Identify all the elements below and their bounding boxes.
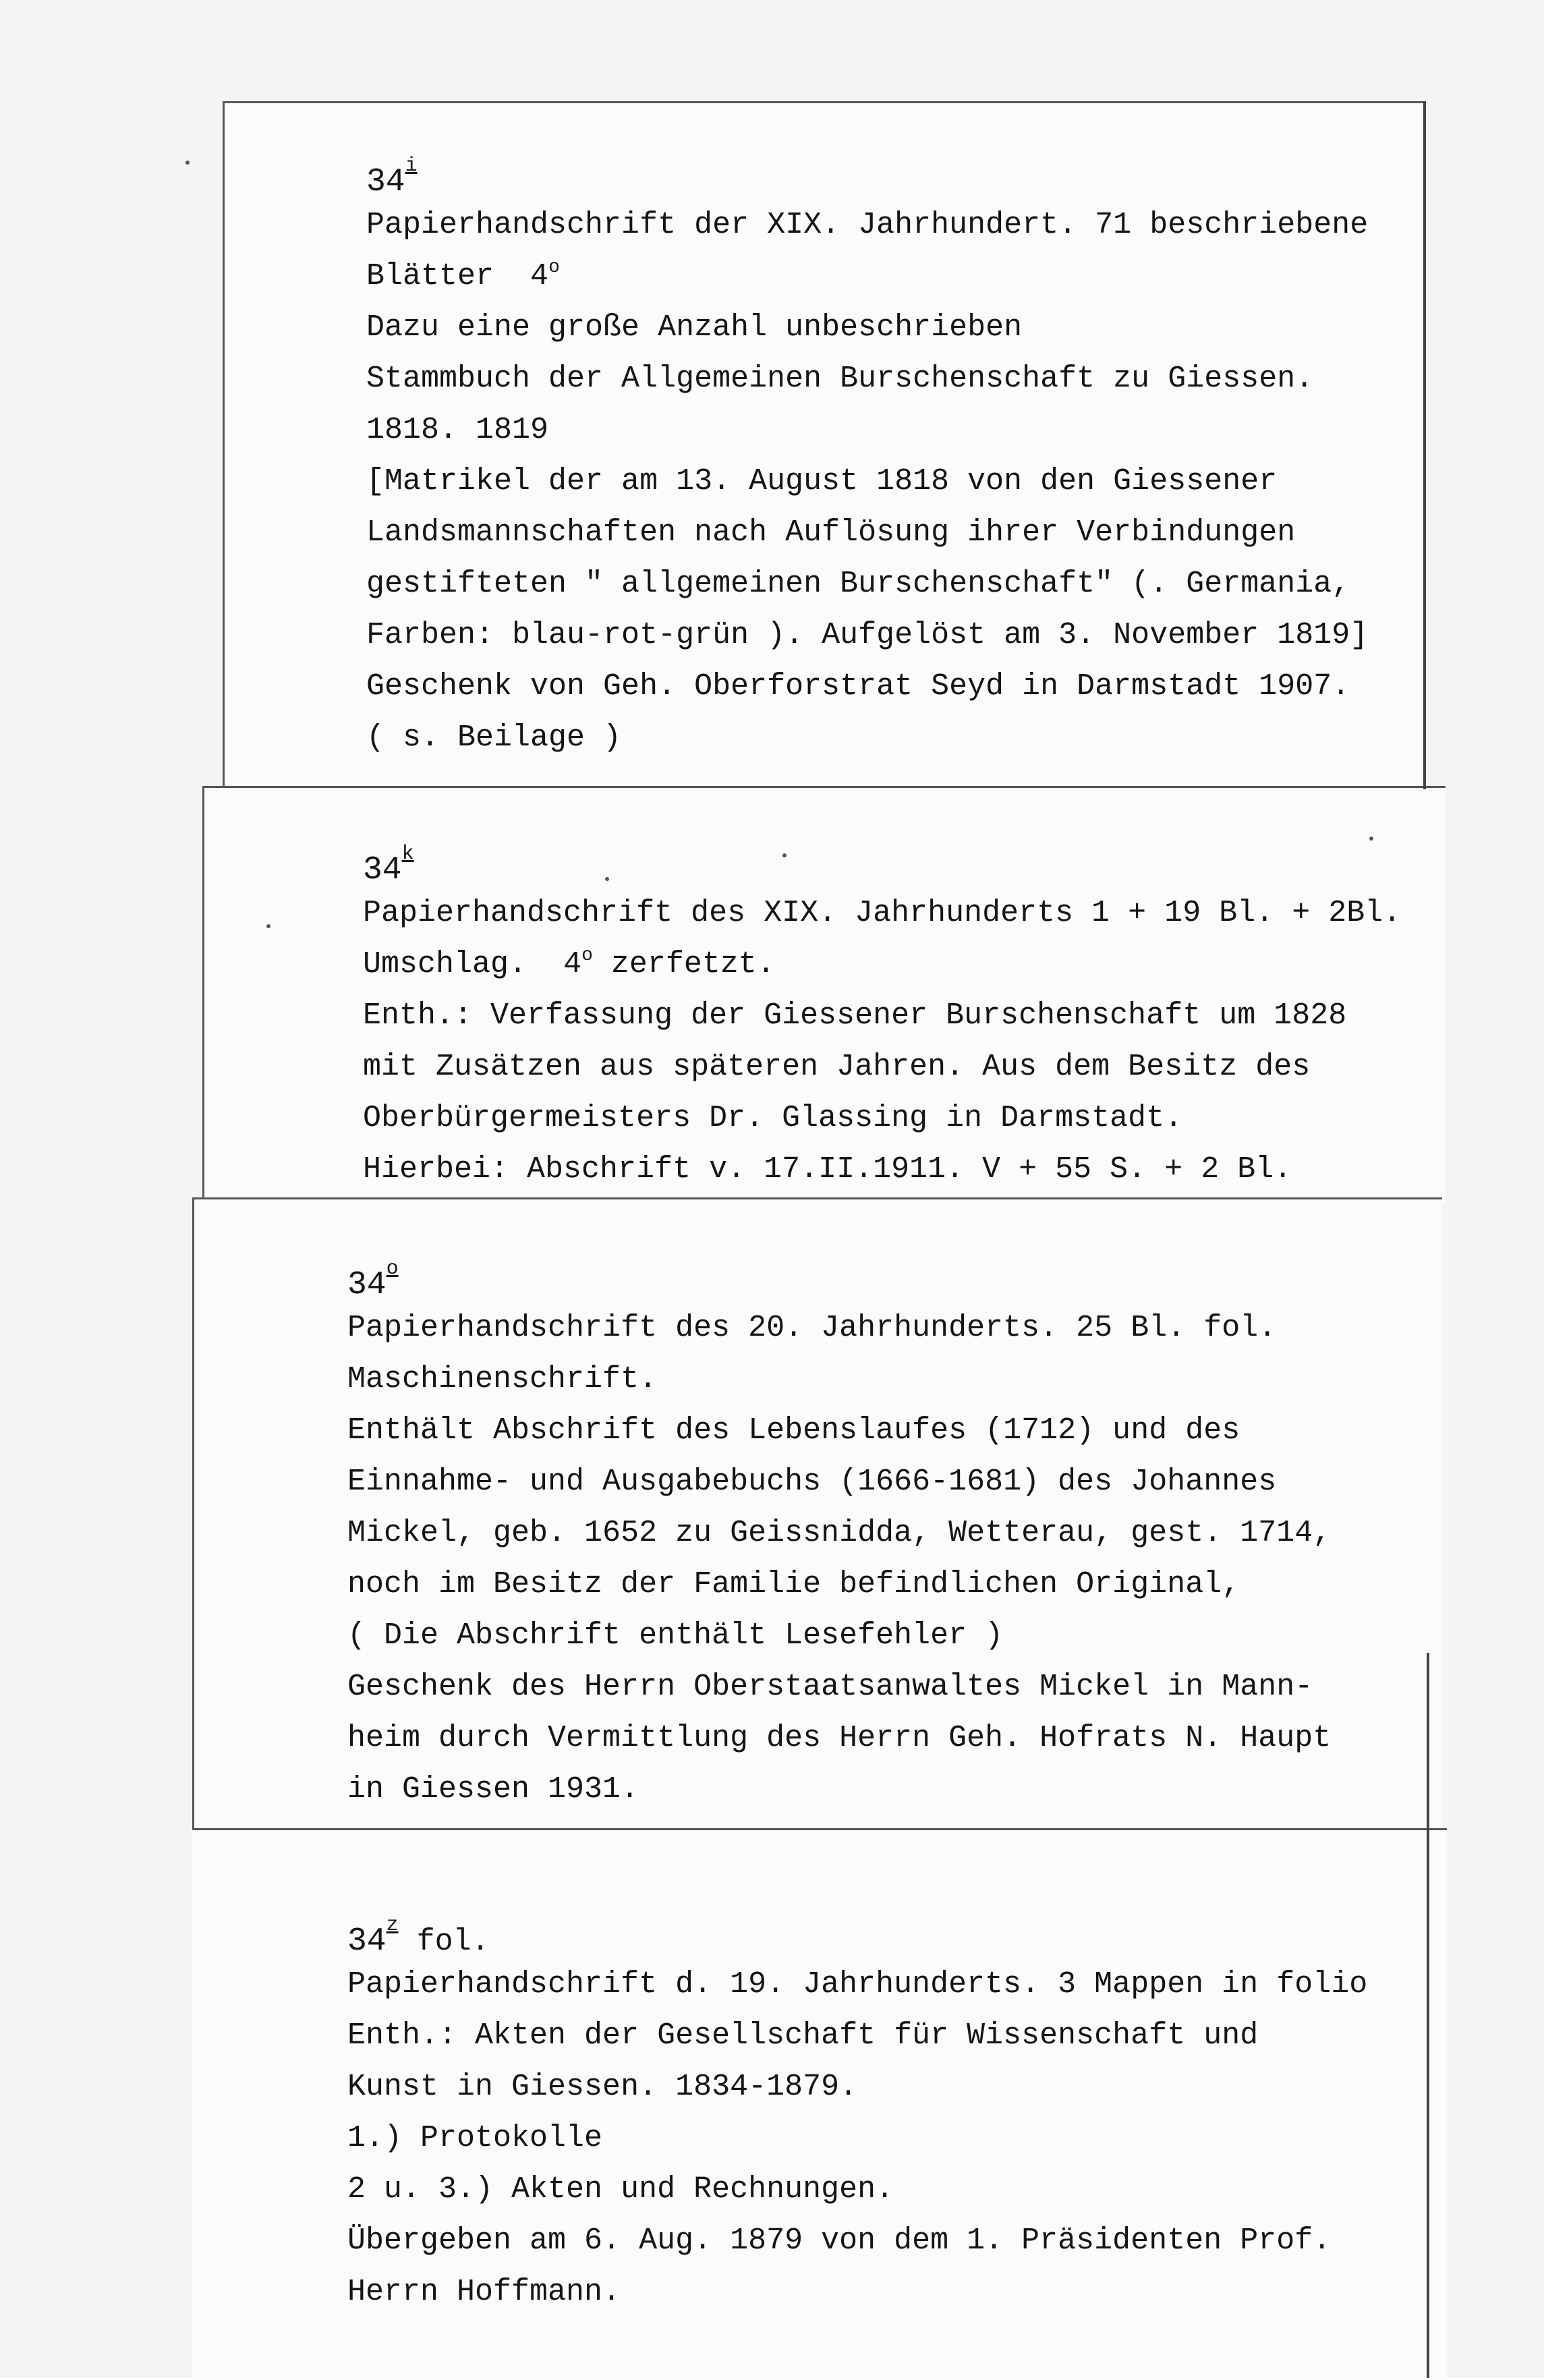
description-line: Stammbuch der Allgemeinen Burschenschaft zu Giessen. (366, 362, 1314, 396)
description-line: Papierhandschrift d. 19. Jahrhunderts. 3 Mappen in folio (347, 1967, 1368, 2002)
leaves-label: Blätter (366, 259, 494, 293)
scan-speck (782, 853, 787, 857)
description-line: Enth.: Akten der Gesellschaft für Wissenschaft und (347, 2018, 1259, 2053)
signature (347, 1908, 1367, 1959)
description-line: Papierhandschrift des XIX. Jahrhunderts 1 + 19 Bl. + 2Bl. (363, 896, 1402, 930)
description-line: Papierhandschrift des 20. Jahrhunderts. 25 Bl. fol. (347, 1311, 1277, 1345)
description-line: Mickel, geb. 1652 zu Geissnidda, Wetterau, gest. 1714, (347, 1516, 1332, 1550)
signature (366, 148, 1368, 200)
entry-34i (366, 148, 1368, 764)
signature-suffix: o (386, 1257, 399, 1280)
description-line: Maschinenschrift. (347, 1362, 658, 1396)
description-line: [Matrikel der am 13. August 1818 von den Giessener (366, 464, 1278, 499)
signature-suffix: i (405, 154, 418, 177)
entry-34z (347, 1908, 1367, 2318)
scan-speck (1369, 837, 1373, 841)
format-suffix: fol. (416, 1925, 490, 1959)
signature-number: 34 (347, 1923, 387, 1960)
description-line: Papierhandschrift der XIX. Jahrhundert. 71 beschriebene (366, 208, 1369, 242)
degree-symbol: o (581, 945, 593, 966)
description-line: ( Die Abschrift enthält Lesefehler ) (347, 1618, 1004, 1653)
signature-suffix: k (401, 843, 414, 866)
description-line: Enthält Abschrift des Lebenslaufes (1712) und des (347, 1413, 1240, 1448)
description-line: Enth.: Verfassung der Giessener Burschenschaft um 1828 (363, 998, 1347, 1033)
signature-number: 34 (347, 1267, 387, 1303)
scan-speck (185, 161, 190, 165)
card-edge (1423, 101, 1426, 789)
entry-34k (363, 837, 1401, 1195)
description-line: heim durch Vermittlung des Herrn Geh. Hofrats N. Haupt (347, 1721, 1332, 1755)
entry-34o (347, 1251, 1331, 1815)
description-line: mit Zusätzen aus späteren Jahren. Aus dem Besitz des (363, 1050, 1311, 1084)
description-line (363, 939, 1401, 990)
signature (363, 837, 1401, 888)
description-line: in Giessen 1931. (347, 1772, 639, 1807)
description-line: ( s. Beilage ) (366, 720, 622, 755)
degree-symbol: o (548, 257, 560, 278)
description-line: Geschenk des Herrn Oberstaatsanwaltes Mickel in Mann- (347, 1670, 1313, 1704)
description-line: Farben: blau-rot-grün ). Aufgelöst am 3. November 1819] (366, 618, 1369, 652)
description-line: Herrn Hoffmann. (347, 2275, 621, 2309)
description-line (366, 251, 1368, 302)
description-line: 2 u. 3.) Akten und Rechnungen. (347, 2172, 894, 2207)
card-edge (1427, 1653, 1429, 2378)
description-line: Oberbürgermeisters Dr. Glassing in Darmstadt. (363, 1101, 1183, 1135)
description-line: Übergeben am 6. Aug. 1879 von dem 1. Präsidenten Prof. (347, 2223, 1332, 2258)
description-line: Kunst in Giessen. 1834-1879. (347, 2070, 858, 2104)
cover-label: Umschlag. (363, 947, 527, 982)
scan-speck (266, 924, 270, 928)
format-value: 4 (530, 259, 549, 293)
description-line: 1.) Protokolle (347, 2121, 603, 2155)
signature (347, 1251, 1331, 1303)
description-line: gestifteten " allgemeinen Burschenschaft" (. Germania, (366, 567, 1350, 601)
description-line: Dazu eine große Anzahl unbeschrieben (366, 310, 1023, 345)
description-line: Hierbei: Abschrift v. 17.II.1911. V + 55 S. + 2 Bl. (363, 1152, 1292, 1187)
signature-suffix: z (386, 1914, 399, 1937)
scan-speck (605, 877, 609, 881)
signature-number: 34 (363, 852, 402, 888)
signature-number: 34 (366, 164, 405, 200)
description-line: Einnahme- und Ausgabebuchs (1666-1681) des Johannes (347, 1465, 1277, 1499)
description-line: 1818. 1819 (366, 413, 549, 447)
description-line: Geschenk von Geh. Oberforstrat Seyd in Darmstadt 1907. (366, 669, 1350, 704)
description-line: Landsmannschaften nach Auflösung ihrer Verbindungen (366, 515, 1296, 550)
format-value: 4 (563, 947, 582, 982)
description-line: noch im Besitz der Familie befindlichen Original, (347, 1567, 1240, 1602)
condition-note: zerfetzt. (610, 947, 775, 982)
